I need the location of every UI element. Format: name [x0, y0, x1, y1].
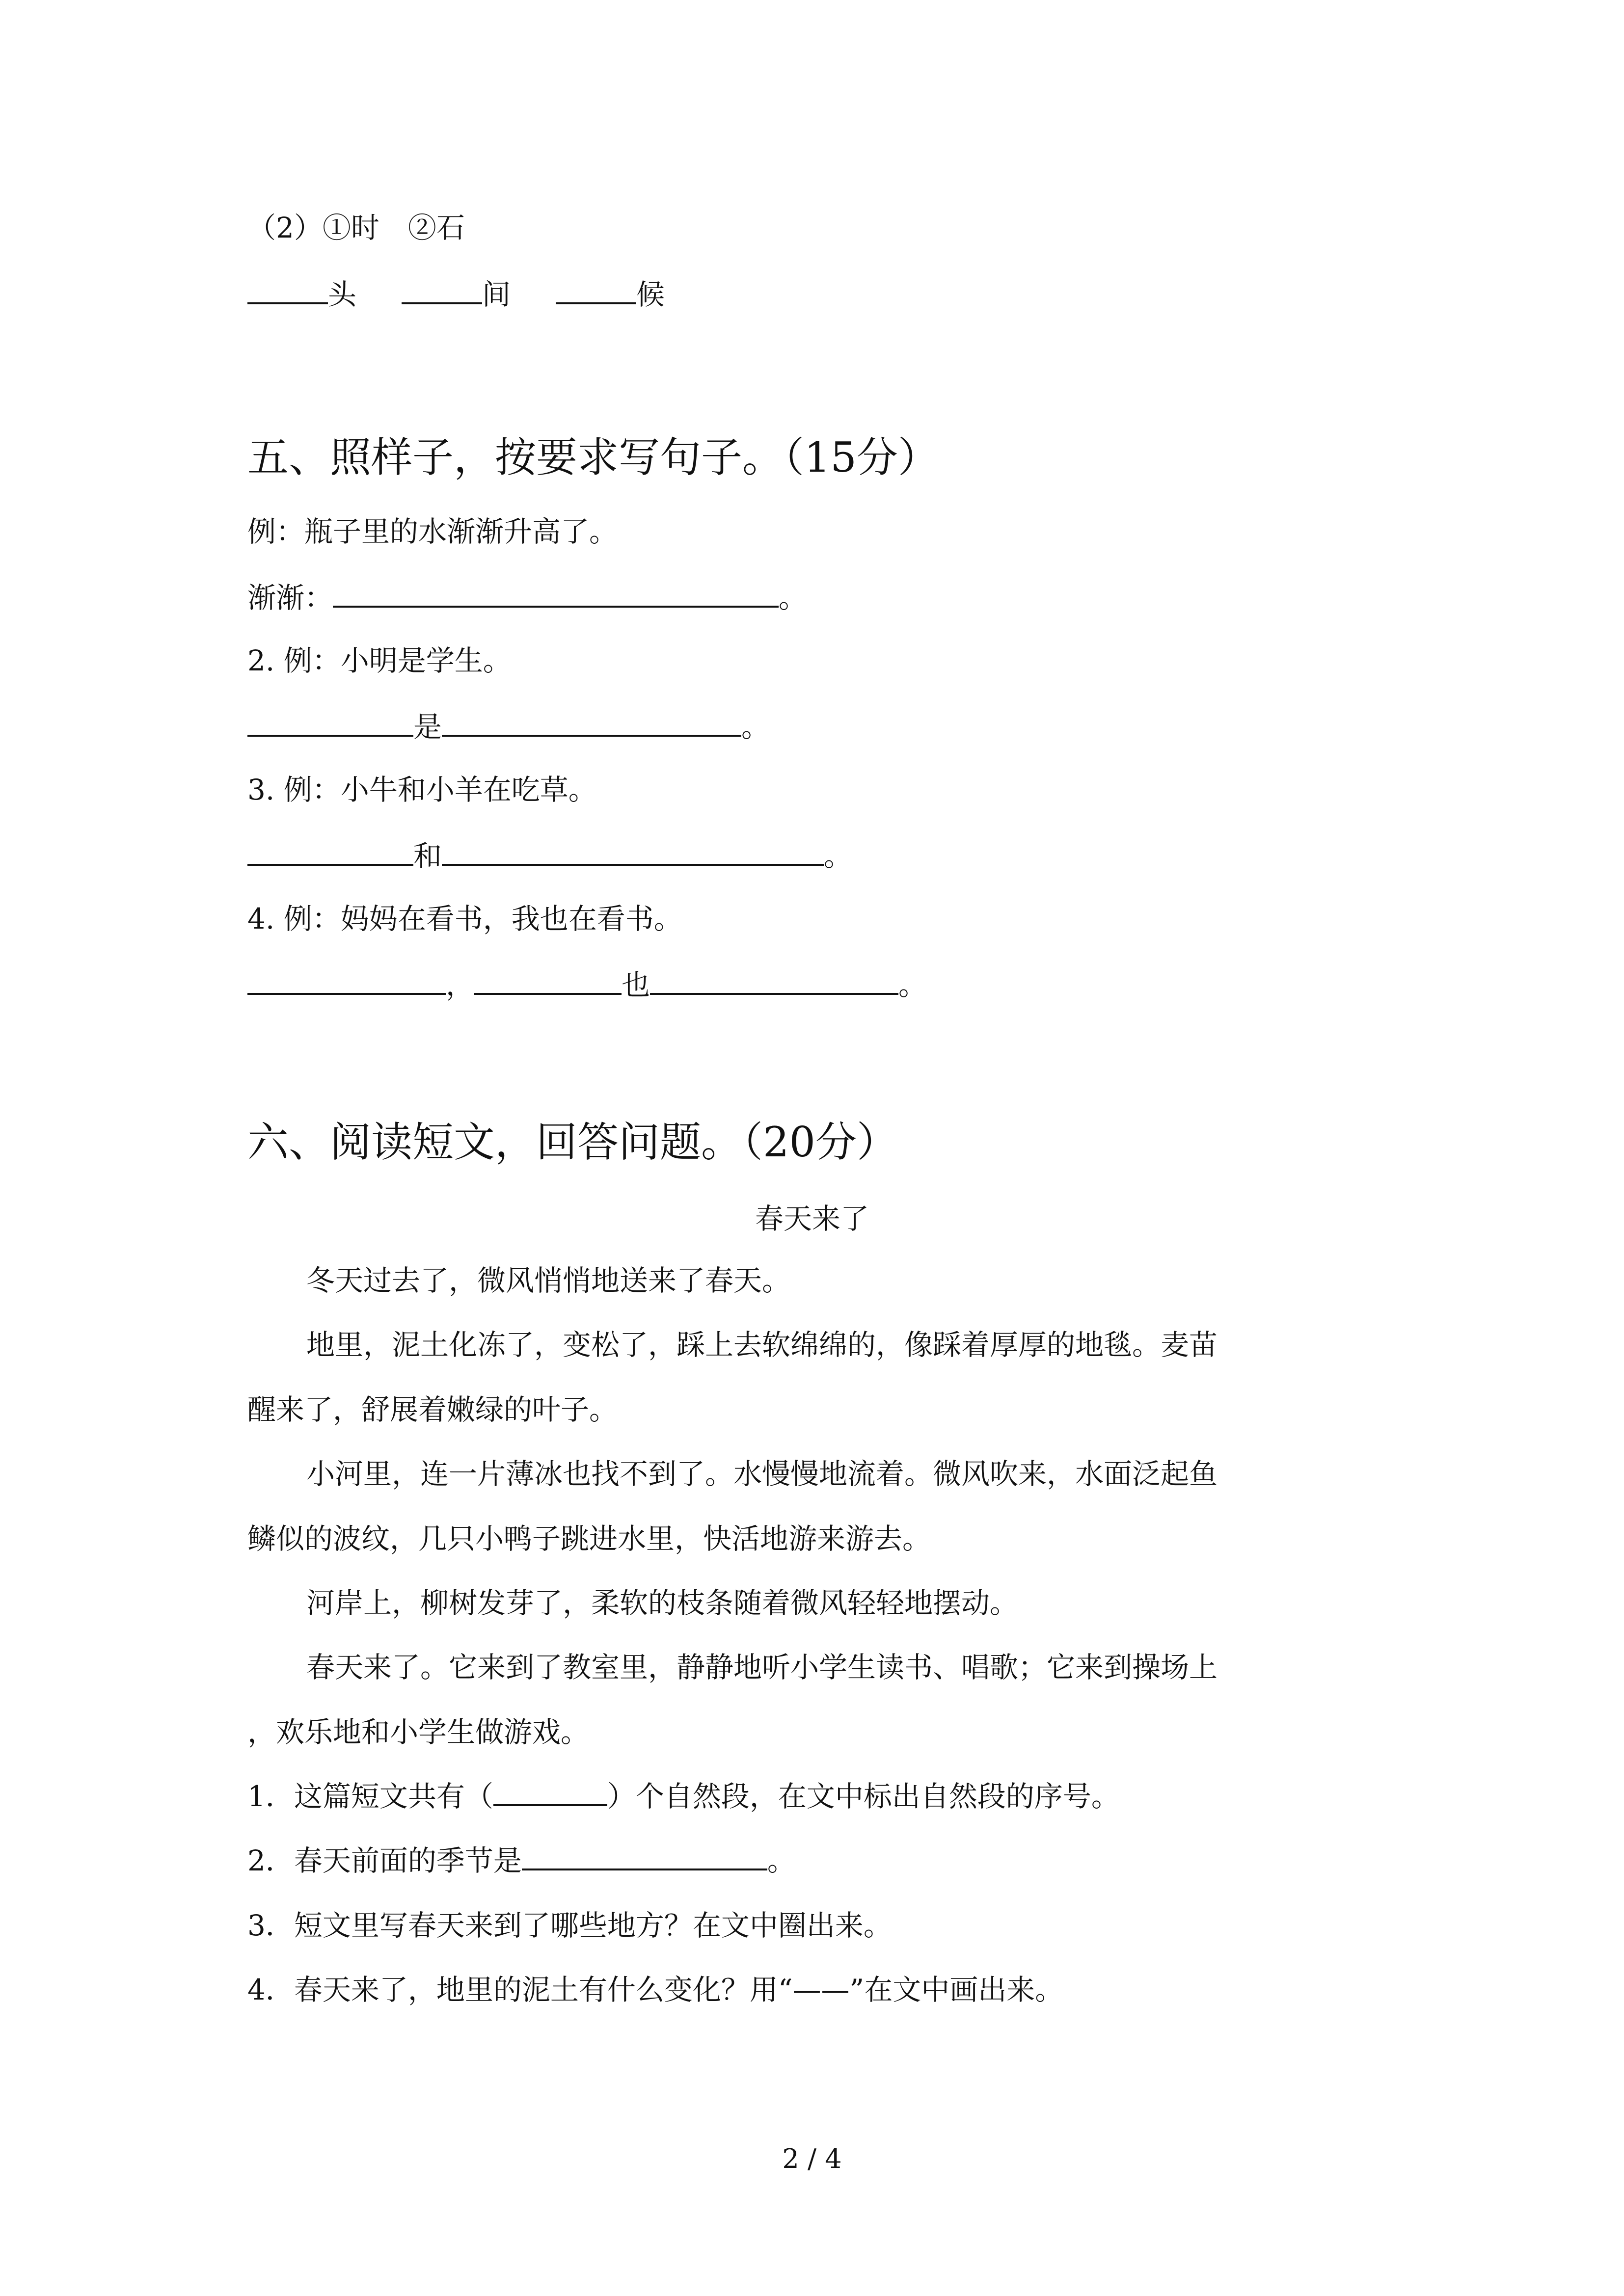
question: 4．春天来了，地里的泥土有什么变化？用“——”在文中画出来。 [247, 1973, 1064, 2006]
blank[interactable] [493, 1777, 607, 1806]
line-comma: ， [446, 968, 475, 1002]
line-end: 。 [779, 581, 808, 614]
passage-paragraph: 冬天过去了，微风悄悄地送来了春天。 [306, 1264, 791, 1297]
word-suffix: 头 [328, 278, 357, 311]
question [247, 1841, 796, 1880]
line-end: 。 [898, 968, 927, 1002]
passage-paragraph-cont: ，欢乐地和小学生做游戏。 [247, 1715, 590, 1749]
blank[interactable] [442, 707, 741, 737]
passage-paragraph: 小河里，连一片薄冰也找不到了。水慢慢地流着。微风吹来，水面泛起鱼 [306, 1457, 1218, 1491]
example-sentence: 例：瓶子里的水渐渐升高了。 [247, 515, 618, 548]
passage-paragraph: 春天来了。它来到了教室里，静静地听小学生读书、唱歌；它来到操场上 [306, 1651, 1218, 1684]
word-suffix: 间 [482, 278, 511, 311]
passage-paragraph-cont: 鳞似的波纹，几只小鸭子跳进水里，快活地游来游去。 [247, 1522, 931, 1555]
blank[interactable] [247, 707, 413, 737]
section-heading: 六、阅读短文，回答问题。（20分） [247, 1118, 898, 1166]
blank[interactable] [333, 578, 779, 608]
answer-line [247, 965, 927, 1005]
line-end: 。 [824, 839, 853, 873]
passage-paragraph-cont: 醒来了，舒展着嫩绿的叶子。 [247, 1393, 618, 1426]
question: 3．短文里写春天来到了哪些地方？在文中圈出来。 [247, 1909, 892, 1942]
example-sentence: 4. 例：妈妈在看书，我也在看书。 [247, 902, 682, 935]
question-text: 。 [767, 1844, 796, 1877]
blank[interactable] [247, 275, 328, 304]
section-heading: 五、照样子，按要求写句子。（15分） [247, 433, 939, 481]
blank[interactable] [474, 965, 622, 995]
answer-line [247, 578, 807, 617]
question-text: 1．这篇短文共有（ [247, 1780, 493, 1813]
word-suffix: 候 [636, 278, 665, 311]
question [247, 1777, 1120, 1816]
passage-paragraph: 地里，泥土化冻了，变松了，踩上去软绵绵的，像踩着厚厚的地毯。麦苗 [306, 1328, 1218, 1362]
line-mid: 是 [413, 710, 442, 744]
q4-part2-blanks-row [247, 275, 665, 314]
line-mid: 和 [413, 839, 442, 873]
passage-title: 春天来了 [755, 1202, 869, 1235]
question-text: ）个自然段，在文中标出自然段的序号。 [607, 1780, 1120, 1813]
blank[interactable] [522, 1841, 767, 1870]
answer-line [247, 836, 852, 876]
page-number: 2 / 4 [782, 2143, 842, 2174]
blank[interactable] [556, 275, 636, 304]
blank[interactable] [442, 836, 824, 866]
line-end: 。 [741, 710, 770, 744]
answer-line [247, 707, 770, 747]
example-sentence: 3. 例：小牛和小羊在吃草。 [247, 773, 597, 806]
question-text: 2．春天前面的季节是 [247, 1844, 522, 1877]
passage-paragraph: 河岸上，柳树发芽了，柔软的枝条随着微风轻轻地摆动。 [306, 1586, 1019, 1620]
blank[interactable] [402, 275, 482, 304]
line-mid: 也 [622, 968, 650, 1002]
example-sentence: 2. 例：小明是学生。 [247, 644, 512, 677]
blank[interactable] [650, 965, 898, 995]
blank[interactable] [247, 965, 446, 995]
line-prefix: 渐渐： [247, 581, 333, 614]
q4-part2-label: （2）①时 ②石 [247, 211, 465, 244]
blank[interactable] [247, 836, 413, 866]
